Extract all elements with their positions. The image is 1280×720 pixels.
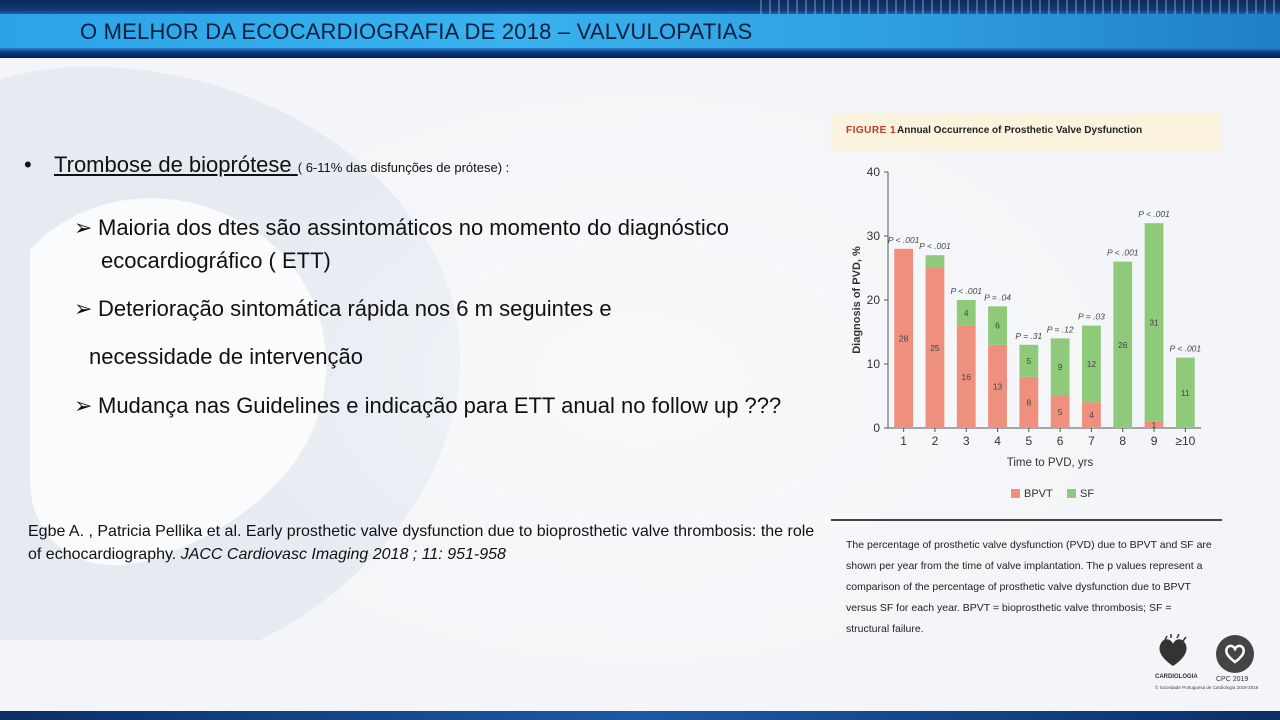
figure-divider bbox=[831, 519, 1222, 521]
data-label: 25 bbox=[930, 343, 940, 353]
heart-icon bbox=[1155, 634, 1191, 670]
data-label: 4 bbox=[963, 307, 969, 318]
legend-swatch-bpvt bbox=[1011, 489, 1020, 498]
y-tick-label: 0 bbox=[873, 421, 880, 435]
figure-panel bbox=[831, 110, 1223, 520]
x-tick-label: ≥10 bbox=[1175, 434, 1196, 448]
p-value-label: P < .001 bbox=[950, 286, 983, 296]
p-value-label: P < .001 bbox=[1169, 343, 1202, 354]
data-label: 1 bbox=[1151, 419, 1157, 430]
spc-logo bbox=[1155, 634, 1198, 684]
x-tick-label: 1 bbox=[900, 434, 907, 448]
header-decoration bbox=[760, 0, 1280, 14]
data-label: 13 bbox=[992, 381, 1003, 392]
p-value-label: P < .001 bbox=[1106, 247, 1139, 258]
sub-bullet-1 bbox=[74, 215, 729, 241]
data-label: 8 bbox=[1026, 397, 1032, 408]
arrow-icon: ➢ bbox=[74, 296, 93, 321]
sub-bullet-2-line1: Deterioração sintomática rápida nos 6 m seguintes e bbox=[98, 296, 612, 321]
reference-journal: JACC Cardiovasc Imaging 2018 ; 11: 951-958 bbox=[180, 546, 506, 563]
data-label: 9 bbox=[1057, 362, 1063, 373]
data-label: 11 bbox=[1180, 387, 1190, 398]
sub-bullet-3-line1: Mudança nas Guidelines e indicação para ETT anual no follow up ??? bbox=[98, 393, 782, 418]
p-value-label: P = .12 bbox=[1046, 324, 1074, 335]
data-label: 31 bbox=[1149, 317, 1159, 328]
sub-bullet-1-line1: Maioria dos dtes são assintomáticos no momento do diagnóstico bbox=[98, 215, 730, 240]
p-value-label: P = .03 bbox=[1078, 311, 1105, 322]
data-label: 6 bbox=[995, 320, 1000, 331]
cpc-logo-text: CPC 2019 bbox=[1216, 676, 1249, 683]
x-tick-label: 4 bbox=[994, 434, 1001, 448]
heart-outline-icon bbox=[1223, 643, 1247, 665]
y-axis-label: Diagnosis of PVD, % bbox=[851, 246, 863, 354]
slide-title: O MELHOR DA ECOCARDIOGRAFIA DE 2018 – VALVULOPATIAS bbox=[80, 19, 753, 44]
x-tick-label: 3 bbox=[962, 434, 970, 448]
x-tick-label: 6 bbox=[1056, 434, 1064, 448]
p-value-label: P < .001 bbox=[1138, 209, 1170, 220]
bullet-dot: • bbox=[24, 152, 32, 177]
p-value-label: P < .001 bbox=[887, 234, 920, 245]
footer-bar bbox=[0, 711, 1280, 720]
chart-legend bbox=[1011, 488, 1094, 500]
bullet-note: ( 6-11% das disfunções de prótese) : bbox=[297, 160, 510, 175]
cpc-logo bbox=[1216, 635, 1256, 685]
x-tick-label: 7 bbox=[1088, 434, 1095, 448]
legend-swatch-sf bbox=[1067, 489, 1076, 498]
figure-header bbox=[831, 113, 1222, 151]
sub-bullet-1-line2: ecocardiográfico ( ETT) bbox=[101, 248, 331, 273]
x-axis-label: Time to PVD, yrs bbox=[1006, 457, 1094, 469]
p-value-label: P < .001 bbox=[919, 241, 951, 252]
x-tick-label: 5 bbox=[1025, 434, 1033, 448]
figure-title: Annual Occurrence of Prosthetic Valve Dysfunction bbox=[897, 125, 1143, 136]
legend-label-sf: SF bbox=[1080, 488, 1095, 500]
data-label: 16 bbox=[961, 371, 971, 382]
p-value-label: P = .04 bbox=[984, 292, 1011, 303]
figure-caption: The percentage of prosthetic valve dysfunction (PVD) due to BPVT and SF are shown per year from the time of valve implantation. The p values represent a comparison of the percentage of prosthetic valve dysfunction due to BPVT versus SF for each year. BPVT = bioprosthetic valve thrombosis; SF = structural failure. bbox=[846, 539, 1212, 635]
y-tick-label: 10 bbox=[866, 357, 880, 371]
sub-bullet-3 bbox=[74, 393, 781, 419]
main-bullet bbox=[24, 152, 509, 178]
arrow-icon: ➢ bbox=[74, 393, 93, 418]
data-label: 5 bbox=[1026, 355, 1032, 366]
y-tick-label: 20 bbox=[866, 293, 880, 307]
data-label: 28 bbox=[898, 333, 909, 344]
data-label: 12 bbox=[1086, 359, 1097, 369]
bullet-title: Trombose de bioprótese bbox=[54, 152, 298, 177]
spc-logo-text: CARDIOLOGIA bbox=[1155, 674, 1198, 680]
header-bar bbox=[0, 0, 1280, 58]
data-label: 26 bbox=[1118, 339, 1128, 350]
sub-bullet-2-line2: necessidade de intervenção bbox=[89, 344, 363, 369]
x-tick-label: 9 bbox=[1150, 434, 1158, 448]
figure-label: FIGURE 1 bbox=[846, 125, 897, 136]
arrow-icon: ➢ bbox=[74, 215, 93, 240]
x-tick-label: 8 bbox=[1119, 434, 1127, 448]
data-label: 4 bbox=[1089, 410, 1094, 421]
data-label: 5 bbox=[1057, 407, 1063, 417]
legend-label-bpvt: BPVT bbox=[1024, 488, 1053, 500]
x-tick-label: 2 bbox=[931, 434, 939, 448]
y-tick-label: 30 bbox=[866, 229, 880, 243]
p-value-label: P = .31 bbox=[1015, 330, 1043, 341]
logos-footer: © Sociedade Portuguesa de Cardiologia 2018-2019 bbox=[1155, 685, 1259, 690]
logos bbox=[1150, 632, 1270, 698]
bar-sf bbox=[926, 255, 945, 268]
y-tick-label: 40 bbox=[866, 165, 880, 179]
reference-citation bbox=[28, 520, 828, 566]
sub-bullet-2 bbox=[74, 296, 612, 322]
reference-authors: Egbe A. , Patricia Pellika et al. Early prosthetic valve dysfunction due to bioprosthetic valve thrombosis: the role of echocardiography. bbox=[28, 523, 815, 563]
bar-chart bbox=[831, 155, 1223, 555]
